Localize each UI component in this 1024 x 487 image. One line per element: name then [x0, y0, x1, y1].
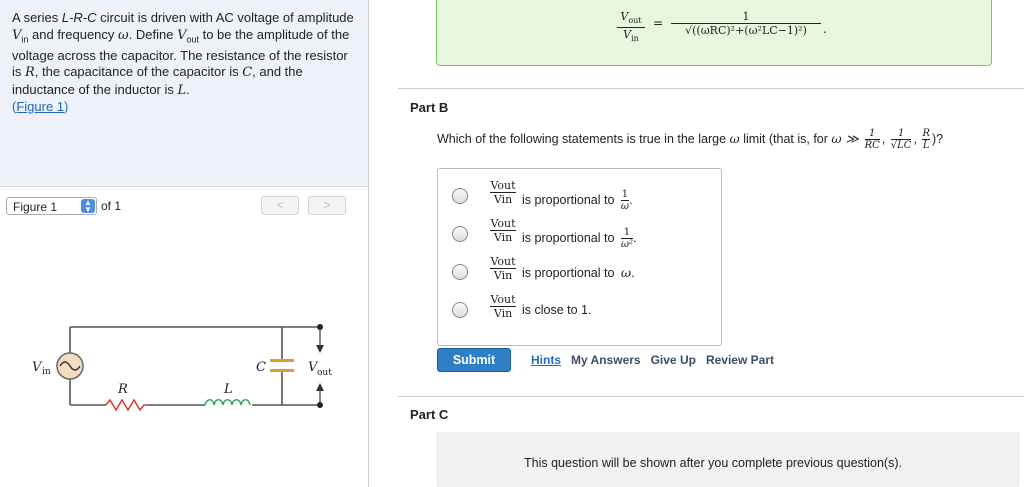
- option-2[interactable]: [452, 217, 712, 253]
- omega-symbol: ω: [729, 130, 740, 146]
- omega-condition: ω ≫: [831, 130, 863, 146]
- part-a-answer-box: [436, 0, 992, 66]
- left-panel: [0, 0, 369, 487]
- problem-text-part: . Define: [128, 26, 178, 42]
- r-symbol: R: [25, 65, 35, 81]
- fraction-numerator: 1: [865, 128, 880, 140]
- question-text: limit (that is, for: [739, 131, 832, 146]
- fraction-numerator: 1: [891, 128, 912, 140]
- submit-button[interactable]: Submit: [437, 348, 511, 372]
- vout-vin-ratio: [490, 217, 516, 244]
- v-in-symbol: V: [12, 27, 22, 43]
- hints-link[interactable]: Hints: [531, 353, 561, 367]
- rhs-numerator: 1: [671, 10, 821, 24]
- ratio-denominator-sub: in: [631, 34, 639, 44]
- part-c-label: Part C: [410, 407, 449, 422]
- problem-text-part: , the capacitance of the capacitor is: [34, 64, 243, 80]
- exp-den: ω²: [620, 239, 634, 250]
- problem-text-part: circuit is driven with AC voltage of amplitude: [96, 10, 354, 25]
- ratio-den: Vin: [493, 307, 513, 320]
- capacitor-plate-icon: [270, 369, 294, 372]
- v-out-subscript: out: [186, 34, 199, 45]
- ratio-den: Vin: [493, 193, 513, 206]
- fraction-numerator: R: [922, 128, 930, 139]
- option-tail: .: [629, 192, 633, 207]
- inductor-label: L: [224, 382, 233, 397]
- problem-text-part: .: [186, 81, 190, 97]
- vin-label-subscript: in: [42, 367, 51, 377]
- circuit-name: L-R-C: [61, 10, 97, 25]
- radio-button[interactable]: [452, 226, 468, 242]
- comma: ,: [881, 131, 886, 146]
- option-label: is close to 1.: [522, 303, 592, 317]
- option-label: is proportional to: [522, 266, 615, 280]
- capacitor-label: C: [256, 360, 266, 375]
- terminal-dot-icon: [317, 324, 323, 330]
- option-4[interactable]: [452, 293, 712, 329]
- part-c-locked-box: [436, 432, 1020, 487]
- option-label: is proportional to: [522, 230, 615, 245]
- problem-text-part: and frequency: [28, 26, 119, 42]
- ratio-num: Vout: [490, 255, 516, 268]
- answer-options: [437, 168, 722, 346]
- figure-count: of 1: [101, 199, 122, 213]
- vout-vin-ratio: [490, 293, 516, 320]
- vin-label: V: [32, 360, 42, 375]
- chevron-updown-icon: ▲ ▼: [81, 199, 95, 213]
- figure-link-paren: (: [12, 99, 17, 115]
- ratio-den: Vin: [493, 269, 513, 282]
- equals-sign: =: [653, 16, 664, 30]
- question-text: Which of the following statements is true in the large: [437, 131, 730, 146]
- v-in-subscript: in: [21, 34, 29, 45]
- comma: ,: [913, 131, 917, 146]
- figure-link-paren: ): [64, 99, 69, 115]
- exp-num: 1: [621, 227, 633, 239]
- option-label: is proportional to: [522, 192, 615, 207]
- v-out-symbol: V: [177, 27, 187, 43]
- ratio-num: Vout: [490, 293, 516, 306]
- question-end: )?: [931, 131, 944, 146]
- problem-text-part: to be the amplitude of the voltage across the capacitor. The resistance of the resistor is: [12, 26, 350, 80]
- resistor-label: R: [118, 382, 128, 397]
- part-b-question: [437, 128, 943, 151]
- part-b-label: Part B: [410, 100, 449, 115]
- figure-select[interactable]: [6, 197, 97, 215]
- option-tail: .: [633, 230, 637, 245]
- ratio-numerator: V: [620, 10, 629, 23]
- option-1[interactable]: [452, 179, 712, 215]
- figure-1-link[interactable]: Figure 1: [16, 99, 65, 115]
- ratio-numerator-sub: out: [628, 16, 642, 26]
- arrow-down-icon: [316, 345, 324, 353]
- figure-select-value: Figure 1: [13, 200, 58, 214]
- terminal-dot-icon: [317, 402, 323, 408]
- resistor-icon: [106, 400, 148, 410]
- radio-button[interactable]: [452, 302, 468, 318]
- fraction-denominator: RC: [864, 140, 880, 151]
- vout-vin-ratio: [490, 255, 516, 282]
- option-text: [522, 189, 633, 212]
- next-figure-button[interactable]: >: [308, 196, 346, 215]
- inductor-icon: [205, 400, 250, 405]
- my-answers-link[interactable]: My Answers: [571, 353, 641, 367]
- l-symbol: L: [177, 82, 187, 98]
- equation-period: .: [823, 22, 827, 36]
- rhs-denominator: √((ωRC)²+(ω²LC−1)²): [685, 24, 807, 37]
- figure-navigation: [0, 193, 368, 219]
- option-text: [522, 265, 635, 280]
- arrow-up-icon: [316, 383, 324, 391]
- radio-button[interactable]: [452, 188, 468, 204]
- option-3[interactable]: [452, 255, 712, 291]
- option-text: [522, 303, 591, 317]
- give-up-link[interactable]: Give Up: [650, 353, 696, 367]
- vout-label: V: [308, 360, 318, 375]
- fraction-denominator: L: [922, 140, 930, 151]
- ratio-num: Vout: [490, 217, 516, 230]
- ratio-num: Vout: [490, 179, 516, 192]
- divider: [398, 88, 1024, 89]
- ratio-denominator: V: [623, 28, 632, 42]
- omega-symbol: ω: [118, 27, 129, 43]
- problem-statement: [0, 0, 368, 187]
- divider: [398, 396, 1024, 397]
- fraction-denominator: √LC: [890, 140, 912, 151]
- radio-button[interactable]: [452, 264, 468, 280]
- ratio-den: Vin: [493, 231, 513, 244]
- c-symbol: C: [242, 65, 253, 81]
- problem-text-part: , and the inductance of the inductor is: [12, 64, 303, 97]
- option-text: [522, 227, 637, 250]
- locked-message: This question will be shown after you complete previous question(s).: [524, 456, 902, 470]
- capacitor-plate-icon: [270, 359, 294, 362]
- problem-text: [12, 10, 356, 116]
- exp-num: 1: [621, 189, 629, 200]
- vout-label-subscript: out: [317, 368, 332, 378]
- vout-vin-ratio: [490, 179, 516, 206]
- review-part-link[interactable]: Review Part: [705, 353, 774, 367]
- exp-den: ω: [620, 201, 630, 212]
- part-b-actions: [531, 353, 784, 367]
- circuit-diagram: [20, 315, 340, 425]
- previous-figure-button[interactable]: <: [261, 196, 299, 215]
- problem-text-part: A series: [12, 10, 62, 25]
- omega-symbol: ω: [620, 265, 632, 280]
- option-tail: .: [631, 266, 635, 280]
